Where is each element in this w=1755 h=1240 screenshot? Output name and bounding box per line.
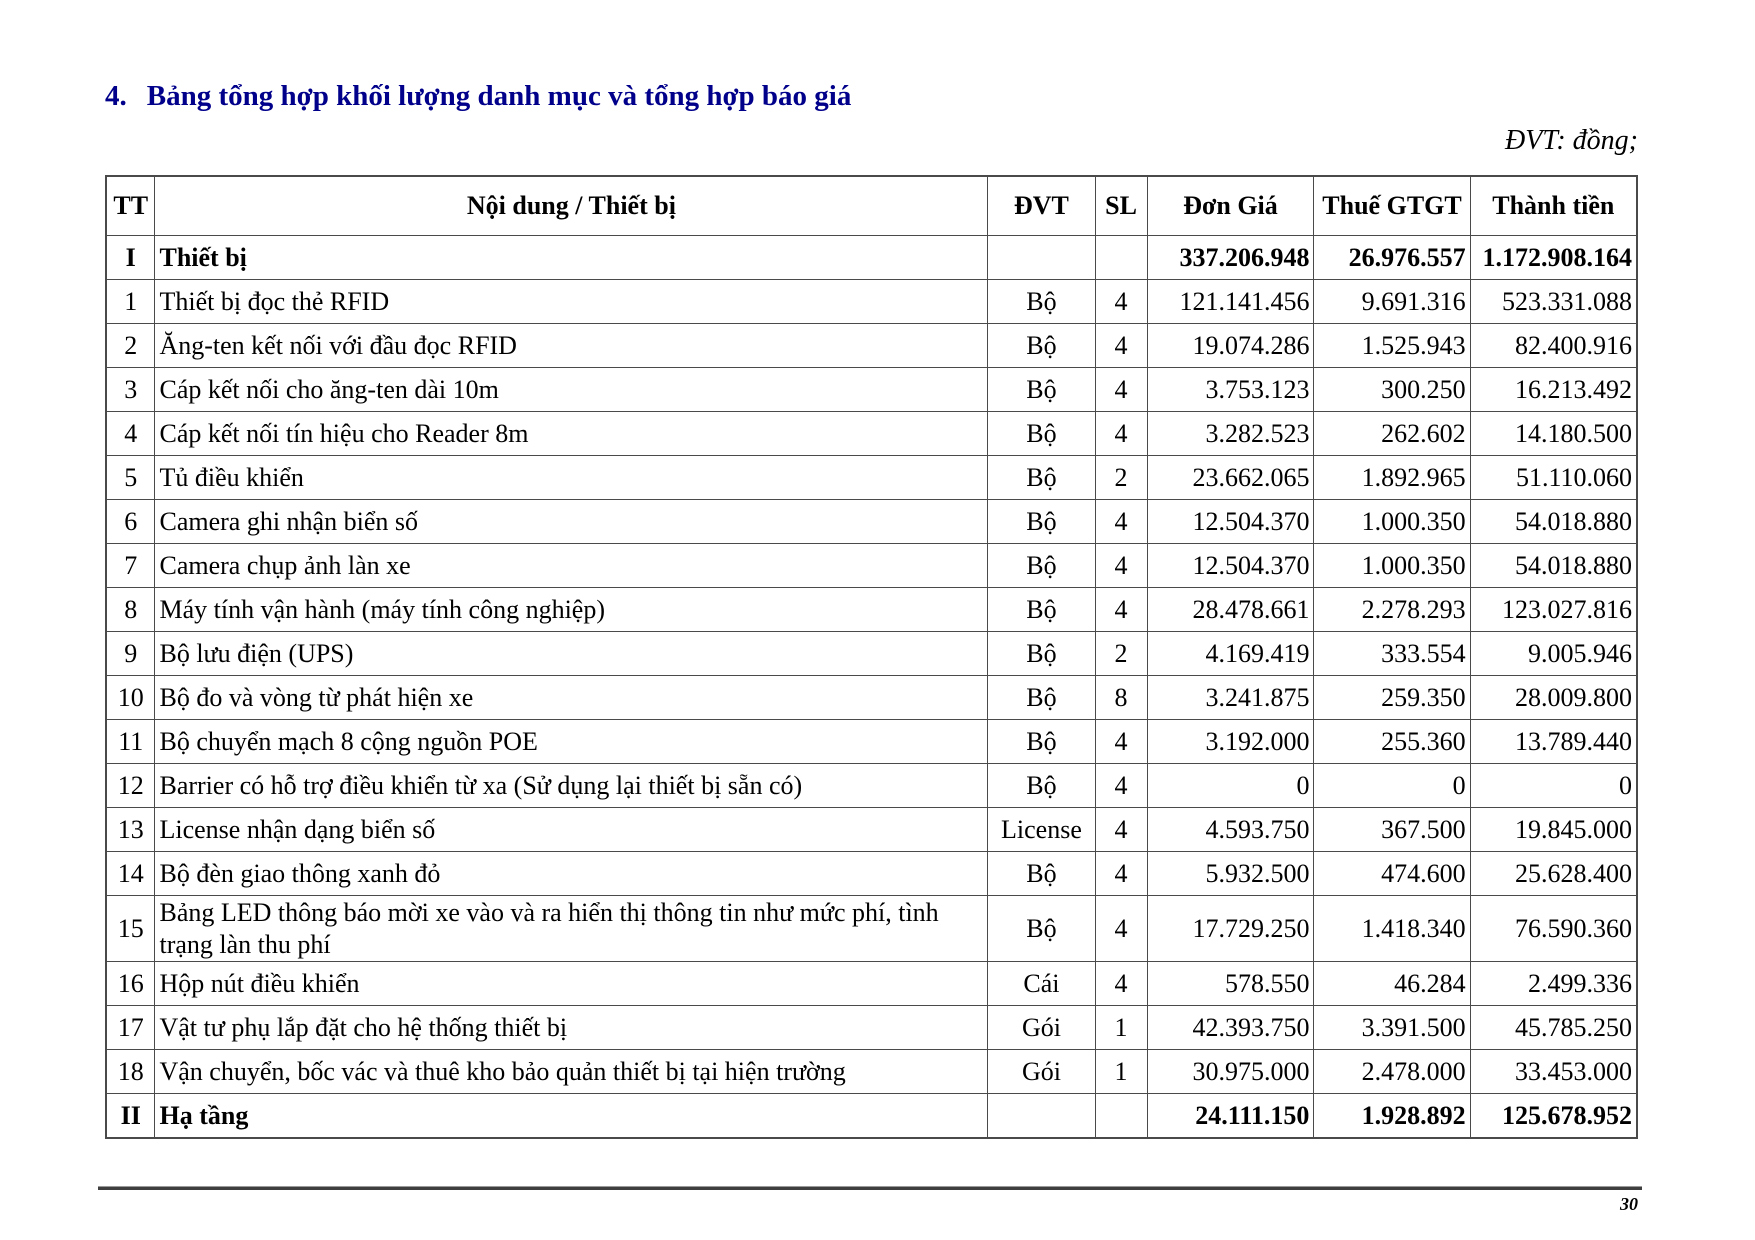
header-noi-dung: Nội dung / Thiết bị bbox=[155, 176, 988, 236]
cell-thue-gtgt: 1.928.892 bbox=[1314, 1094, 1470, 1139]
cell-thanh-tien: 51.110.060 bbox=[1470, 456, 1637, 500]
cell-tt: 2 bbox=[106, 324, 155, 368]
cell-thue-gtgt: 333.554 bbox=[1314, 632, 1470, 676]
document-page bbox=[105, 0, 1638, 1139]
cell-thue-gtgt: 1.892.965 bbox=[1314, 456, 1470, 500]
unit-note: ĐVT: đồng; bbox=[1505, 125, 1638, 156]
table-row bbox=[106, 368, 1637, 412]
cell-dvt: License bbox=[988, 808, 1095, 852]
cell-thue-gtgt: 1.525.943 bbox=[1314, 324, 1470, 368]
cell-name: Ăng-ten kết nối với đầu đọc RFID bbox=[155, 324, 988, 368]
cell-thue-gtgt: 255.360 bbox=[1314, 720, 1470, 764]
cell-name: Hộp nút điều khiển bbox=[155, 962, 988, 1006]
table-row bbox=[106, 808, 1637, 852]
cell-thanh-tien: 1.172.908.164 bbox=[1470, 236, 1637, 280]
cell-thanh-tien: 125.678.952 bbox=[1470, 1094, 1637, 1139]
cell-name: Thiết bị đọc thẻ RFID bbox=[155, 280, 988, 324]
cell-thue-gtgt: 46.284 bbox=[1314, 962, 1470, 1006]
cell-thanh-tien: 14.180.500 bbox=[1470, 412, 1637, 456]
cell-sl: 4 bbox=[1095, 324, 1147, 368]
cell-tt: II bbox=[106, 1094, 155, 1139]
cell-thue-gtgt: 2.278.293 bbox=[1314, 588, 1470, 632]
cell-don-gia: 24.111.150 bbox=[1147, 1094, 1314, 1139]
cell-sl: 4 bbox=[1095, 852, 1147, 896]
cell-thanh-tien: 523.331.088 bbox=[1470, 280, 1637, 324]
cell-thue-gtgt: 262.602 bbox=[1314, 412, 1470, 456]
cell-dvt: Gói bbox=[988, 1050, 1095, 1094]
cell-dvt: Bộ bbox=[988, 896, 1095, 962]
cell-don-gia: 3.753.123 bbox=[1147, 368, 1314, 412]
cell-don-gia: 12.504.370 bbox=[1147, 500, 1314, 544]
cell-thue-gtgt: 2.478.000 bbox=[1314, 1050, 1470, 1094]
cell-dvt: Bộ bbox=[988, 544, 1095, 588]
cell-dvt: Bộ bbox=[988, 412, 1095, 456]
cell-name: Barrier có hỗ trợ điều khiển từ xa (Sử dụng lại thiết bị sẵn có) bbox=[155, 764, 988, 808]
cell-thanh-tien: 76.590.360 bbox=[1470, 896, 1637, 962]
cell-dvt: Bộ bbox=[988, 852, 1095, 896]
cell-don-gia: 30.975.000 bbox=[1147, 1050, 1314, 1094]
cell-thanh-tien: 0 bbox=[1470, 764, 1637, 808]
cell-thanh-tien: 82.400.916 bbox=[1470, 324, 1637, 368]
cell-thanh-tien: 2.499.336 bbox=[1470, 962, 1637, 1006]
cell-sl: 4 bbox=[1095, 588, 1147, 632]
cell-sl: 8 bbox=[1095, 676, 1147, 720]
cell-thanh-tien: 16.213.492 bbox=[1470, 368, 1637, 412]
cell-dvt: Bộ bbox=[988, 368, 1095, 412]
cell-tt: 14 bbox=[106, 852, 155, 896]
cell-name: Bộ đèn giao thông xanh đỏ bbox=[155, 852, 988, 896]
cell-tt: 7 bbox=[106, 544, 155, 588]
cell-tt: 12 bbox=[106, 764, 155, 808]
page-number: 30 bbox=[1620, 1194, 1638, 1214]
cell-tt: 16 bbox=[106, 962, 155, 1006]
cell-name: Cáp kết nối cho ăng-ten dài 10m bbox=[155, 368, 988, 412]
cell-dvt: Bộ bbox=[988, 588, 1095, 632]
header-dvt: ĐVT bbox=[988, 176, 1095, 236]
cell-thue-gtgt: 3.391.500 bbox=[1314, 1006, 1470, 1050]
cell-dvt: Bộ bbox=[988, 720, 1095, 764]
cell-dvt: Bộ bbox=[988, 500, 1095, 544]
cell-don-gia: 337.206.948 bbox=[1147, 236, 1314, 280]
cell-sl: 4 bbox=[1095, 896, 1147, 962]
table-row bbox=[106, 632, 1637, 676]
cell-tt: 15 bbox=[106, 896, 155, 962]
table-row bbox=[106, 852, 1637, 896]
cell-name: Thiết bị bbox=[155, 236, 988, 280]
cell-thanh-tien: 25.628.400 bbox=[1470, 852, 1637, 896]
cell-name: License nhận dạng biển số bbox=[155, 808, 988, 852]
table-header-row bbox=[106, 176, 1637, 236]
cell-sl: 1 bbox=[1095, 1006, 1147, 1050]
cell-thanh-tien: 19.845.000 bbox=[1470, 808, 1637, 852]
cell-thanh-tien: 54.018.880 bbox=[1470, 500, 1637, 544]
cell-tt: 11 bbox=[106, 720, 155, 764]
cell-thue-gtgt: 26.976.557 bbox=[1314, 236, 1470, 280]
table-row bbox=[106, 236, 1637, 280]
header-sl: SL bbox=[1095, 176, 1147, 236]
cell-don-gia: 28.478.661 bbox=[1147, 588, 1314, 632]
quotation-table bbox=[105, 175, 1638, 1139]
cell-thue-gtgt: 1.000.350 bbox=[1314, 500, 1470, 544]
cell-thue-gtgt: 367.500 bbox=[1314, 808, 1470, 852]
table-row bbox=[106, 324, 1637, 368]
cell-name: Máy tính vận hành (máy tính công nghiệp) bbox=[155, 588, 988, 632]
cell-don-gia: 17.729.250 bbox=[1147, 896, 1314, 962]
cell-sl: 4 bbox=[1095, 280, 1147, 324]
cell-dvt: Bộ bbox=[988, 676, 1095, 720]
cell-thue-gtgt: 300.250 bbox=[1314, 368, 1470, 412]
table-row bbox=[106, 1094, 1637, 1139]
cell-sl: 4 bbox=[1095, 808, 1147, 852]
cell-sl: 4 bbox=[1095, 962, 1147, 1006]
table-row bbox=[106, 676, 1637, 720]
cell-thue-gtgt: 259.350 bbox=[1314, 676, 1470, 720]
table-row bbox=[106, 896, 1637, 962]
cell-tt: 5 bbox=[106, 456, 155, 500]
cell-tt: 13 bbox=[106, 808, 155, 852]
cell-name: Bảng LED thông báo mời xe vào và ra hiển thị thông tin như mức phí, tình trạng làn thu phí bbox=[155, 896, 988, 962]
cell-thanh-tien: 28.009.800 bbox=[1470, 676, 1637, 720]
cell-sl: 2 bbox=[1095, 632, 1147, 676]
cell-name: Vận chuyển, bốc vác và thuê kho bảo quản thiết bị tại hiện trường bbox=[155, 1050, 988, 1094]
cell-thanh-tien: 123.027.816 bbox=[1470, 588, 1637, 632]
cell-tt: I bbox=[106, 236, 155, 280]
cell-dvt: Gói bbox=[988, 1006, 1095, 1050]
cell-tt: 9 bbox=[106, 632, 155, 676]
cell-sl bbox=[1095, 1094, 1147, 1139]
cell-don-gia: 12.504.370 bbox=[1147, 544, 1314, 588]
cell-name: Cáp kết nối tín hiệu cho Reader 8m bbox=[155, 412, 988, 456]
cell-don-gia: 19.074.286 bbox=[1147, 324, 1314, 368]
cell-sl: 1 bbox=[1095, 1050, 1147, 1094]
cell-sl: 4 bbox=[1095, 500, 1147, 544]
cell-thanh-tien: 13.789.440 bbox=[1470, 720, 1637, 764]
cell-don-gia: 4.169.419 bbox=[1147, 632, 1314, 676]
cell-sl: 4 bbox=[1095, 720, 1147, 764]
cell-thanh-tien: 33.453.000 bbox=[1470, 1050, 1637, 1094]
cell-name: Bộ đo và vòng từ phát hiện xe bbox=[155, 676, 988, 720]
cell-don-gia: 4.593.750 bbox=[1147, 808, 1314, 852]
cell-dvt: Bộ bbox=[988, 456, 1095, 500]
cell-thanh-tien: 9.005.946 bbox=[1470, 632, 1637, 676]
header-thue-gtgt: Thuế GTGT bbox=[1314, 176, 1470, 236]
cell-sl: 2 bbox=[1095, 456, 1147, 500]
cell-name: Bộ lưu điện (UPS) bbox=[155, 632, 988, 676]
cell-sl: 4 bbox=[1095, 544, 1147, 588]
cell-tt: 4 bbox=[106, 412, 155, 456]
cell-name: Camera chụp ảnh làn xe bbox=[155, 544, 988, 588]
cell-sl: 4 bbox=[1095, 764, 1147, 808]
table-row bbox=[106, 720, 1637, 764]
table-body bbox=[106, 236, 1637, 1139]
cell-name: Hạ tầng bbox=[155, 1094, 988, 1139]
cell-thue-gtgt: 1.418.340 bbox=[1314, 896, 1470, 962]
cell-dvt bbox=[988, 1094, 1095, 1139]
cell-tt: 8 bbox=[106, 588, 155, 632]
cell-name: Camera ghi nhận biển số bbox=[155, 500, 988, 544]
table-row bbox=[106, 764, 1637, 808]
cell-don-gia: 23.662.065 bbox=[1147, 456, 1314, 500]
cell-dvt: Bộ bbox=[988, 280, 1095, 324]
cell-sl bbox=[1095, 236, 1147, 280]
cell-dvt: Cái bbox=[988, 962, 1095, 1006]
footer-rule bbox=[98, 1186, 1642, 1190]
cell-sl: 4 bbox=[1095, 368, 1147, 412]
section-title-text: Bảng tổng hợp khối lượng danh mục và tổng hợp báo giá bbox=[146, 80, 852, 112]
table-row bbox=[106, 1006, 1637, 1050]
table-row bbox=[106, 962, 1637, 1006]
page-title bbox=[105, 80, 1638, 113]
header-tt: TT bbox=[106, 176, 155, 236]
cell-tt: 10 bbox=[106, 676, 155, 720]
cell-thanh-tien: 54.018.880 bbox=[1470, 544, 1637, 588]
cell-tt: 3 bbox=[106, 368, 155, 412]
table-row bbox=[106, 412, 1637, 456]
header-thanh-tien: Thành tiền bbox=[1470, 176, 1637, 236]
cell-name: Bộ chuyển mạch 8 cộng nguồn POE bbox=[155, 720, 988, 764]
cell-don-gia: 3.241.875 bbox=[1147, 676, 1314, 720]
cell-don-gia: 3.282.523 bbox=[1147, 412, 1314, 456]
cell-don-gia: 578.550 bbox=[1147, 962, 1314, 1006]
header-don-gia: Đơn Giá bbox=[1147, 176, 1314, 236]
cell-dvt: Bộ bbox=[988, 632, 1095, 676]
table-row bbox=[106, 500, 1637, 544]
cell-tt: 1 bbox=[106, 280, 155, 324]
cell-dvt: Bộ bbox=[988, 764, 1095, 808]
cell-thanh-tien: 45.785.250 bbox=[1470, 1006, 1637, 1050]
cell-sl: 4 bbox=[1095, 412, 1147, 456]
table-row bbox=[106, 1050, 1637, 1094]
cell-name: Tủ điều khiển bbox=[155, 456, 988, 500]
cell-don-gia: 121.141.456 bbox=[1147, 280, 1314, 324]
table-row bbox=[106, 280, 1637, 324]
cell-dvt bbox=[988, 236, 1095, 280]
table-row bbox=[106, 544, 1637, 588]
cell-tt: 18 bbox=[106, 1050, 155, 1094]
cell-don-gia: 3.192.000 bbox=[1147, 720, 1314, 764]
cell-tt: 17 bbox=[106, 1006, 155, 1050]
cell-don-gia: 5.932.500 bbox=[1147, 852, 1314, 896]
cell-thue-gtgt: 9.691.316 bbox=[1314, 280, 1470, 324]
cell-don-gia: 0 bbox=[1147, 764, 1314, 808]
cell-thue-gtgt: 1.000.350 bbox=[1314, 544, 1470, 588]
cell-thue-gtgt: 0 bbox=[1314, 764, 1470, 808]
cell-tt: 6 bbox=[106, 500, 155, 544]
section-number: 4. bbox=[105, 80, 127, 112]
table-row bbox=[106, 456, 1637, 500]
cell-name: Vật tư phụ lắp đặt cho hệ thống thiết bị bbox=[155, 1006, 988, 1050]
cell-don-gia: 42.393.750 bbox=[1147, 1006, 1314, 1050]
cell-dvt: Bộ bbox=[988, 324, 1095, 368]
table-row bbox=[106, 588, 1637, 632]
cell-thue-gtgt: 474.600 bbox=[1314, 852, 1470, 896]
